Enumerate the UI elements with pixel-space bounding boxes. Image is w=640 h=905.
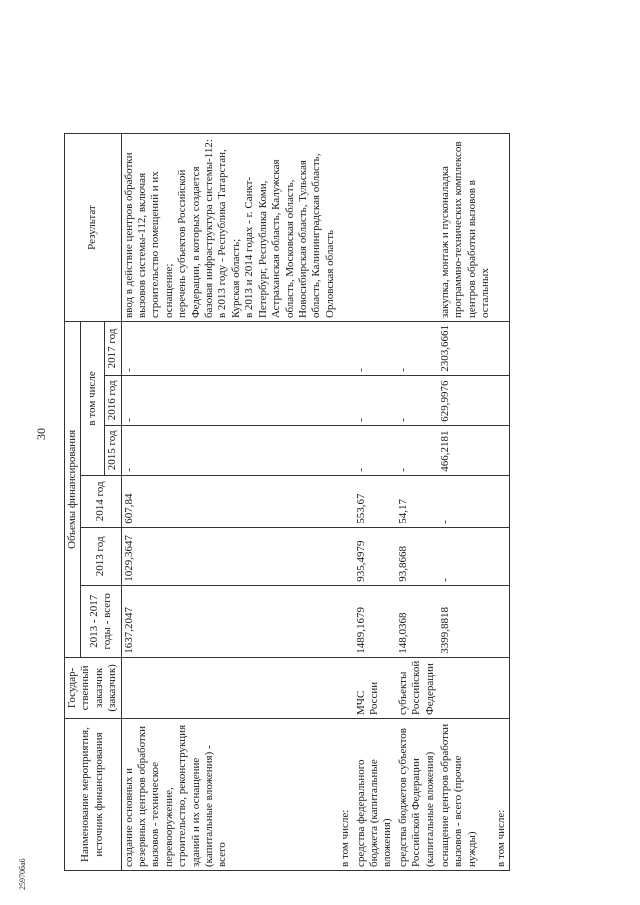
row-name: создание основных и резервных центров обработки вызовов - техническое перевооружение, строительство, реконструкция зданий и их оснащение (капитальные вложения) - всего xyxy=(121,719,338,871)
cell-y2017: 2303,6661 xyxy=(438,322,494,376)
empty-cell xyxy=(494,585,510,657)
page-number: 30 xyxy=(34,428,48,440)
cell-y2016: - xyxy=(354,375,396,425)
result-line: закупка, монтаж и пусконаладка программно-технических комплексов центров обработки вызовов в остальных xyxy=(438,141,492,319)
empty-cell xyxy=(338,527,353,585)
header-2016: 2016 год xyxy=(105,375,121,425)
empty-cell xyxy=(338,425,353,475)
header-including: в том числе xyxy=(81,322,105,476)
empty-cell xyxy=(494,475,510,527)
cell-y2015: - xyxy=(121,425,338,475)
header-2017: 2017 год xyxy=(105,322,121,376)
empty-cell xyxy=(338,322,353,376)
row-name: средства бюджетов субъектов Российской Федерации (капитальные вложения) xyxy=(396,719,438,871)
cell-total: 1637,2047 xyxy=(121,585,338,657)
empty-cell xyxy=(338,134,353,322)
table-row xyxy=(338,134,353,871)
table-body xyxy=(121,134,509,871)
cell-customer xyxy=(438,657,494,718)
cell-y2014: 54,17 xyxy=(396,475,438,527)
cell-y2014: 607,84 xyxy=(121,475,338,527)
header-2015: 2015 год xyxy=(105,425,121,475)
row-subheading: в том числе: xyxy=(338,719,353,871)
result-line: в 2013 году - Республика Татарстан, Курская область; xyxy=(216,149,242,319)
result-line: перечень субъектов Российской Федерации, в которых создается базовая инфраструктура системы-112: xyxy=(176,139,216,319)
header-funding: Объемы финансирования xyxy=(65,322,81,658)
cell-y2016: - xyxy=(121,375,338,425)
empty-cell xyxy=(494,134,510,322)
cell-result xyxy=(121,134,338,322)
empty-cell xyxy=(338,375,353,425)
financing-table xyxy=(64,133,510,871)
cell-y2015: - xyxy=(396,425,438,475)
cell-y2014: - xyxy=(438,475,494,527)
document-code: 25970ба6 xyxy=(18,858,27,890)
row-name: оснащение центров обработки вызовов - всего (прочие нужды) xyxy=(438,719,494,871)
cell-total: 3399,8818 xyxy=(438,585,494,657)
cell-total: 148,0368 xyxy=(396,585,438,657)
cell-y2013: - xyxy=(438,527,494,585)
table-row xyxy=(354,134,396,871)
cell-y2017: - xyxy=(354,322,396,376)
cell-customer: МЧС России xyxy=(354,657,396,718)
row-subheading: в том числе: xyxy=(494,719,510,871)
cell-y2017: - xyxy=(121,322,338,376)
header-name: Наименование мероприятия, источник финансирования xyxy=(65,719,122,871)
cell-y2013: 935,4979 xyxy=(354,527,396,585)
cell-y2017: - xyxy=(396,322,438,376)
cell-y2014: 553,67 xyxy=(354,475,396,527)
empty-cell xyxy=(494,425,510,475)
cell-y2015: 466,2181 xyxy=(438,425,494,475)
empty-cell xyxy=(494,657,510,718)
cell-y2015: - xyxy=(354,425,396,475)
result-line: ввод в действие центров обработки вызовов системы-112, включая строительство помещений и их оснащение; xyxy=(122,152,175,319)
empty-cell xyxy=(338,585,353,657)
cell-result xyxy=(396,134,438,322)
table-row xyxy=(438,134,494,871)
cell-result xyxy=(354,134,396,322)
cell-result xyxy=(438,134,494,322)
empty-cell xyxy=(494,322,510,376)
cell-y2013: 93,8668 xyxy=(396,527,438,585)
cell-y2016: - xyxy=(396,375,438,425)
table-row xyxy=(494,134,510,871)
header-2014: 2014 год xyxy=(81,475,121,527)
cell-customer: субъекты Российской Федерации xyxy=(396,657,438,718)
header-result: Результат xyxy=(65,134,122,322)
header-total: 2013 - 2017 годы - всего xyxy=(81,585,121,657)
empty-cell xyxy=(338,475,353,527)
result-line: в 2013 и 2014 годах - г. Санкт-Петербург, Республика Коми, Астраханская область, Калужская область, Московская область, Новосибирская область, Тульская область, Калининградская область, Орловская область xyxy=(243,153,336,319)
empty-cell xyxy=(338,657,353,718)
cell-customer xyxy=(121,657,338,718)
header-customer: Государ-ственный заказчик (заказчик) xyxy=(65,657,122,718)
table-row xyxy=(396,134,438,871)
cell-y2013: 1029,3647 xyxy=(121,527,338,585)
table-row xyxy=(121,134,338,871)
cell-total: 1489,1679 xyxy=(354,585,396,657)
empty-cell xyxy=(494,527,510,585)
empty-cell xyxy=(494,375,510,425)
cell-y2016: 629,9976 xyxy=(438,375,494,425)
header-2013: 2013 год xyxy=(81,527,121,585)
row-name: средства федерального бюджета (капитальные вложения) xyxy=(354,719,396,871)
